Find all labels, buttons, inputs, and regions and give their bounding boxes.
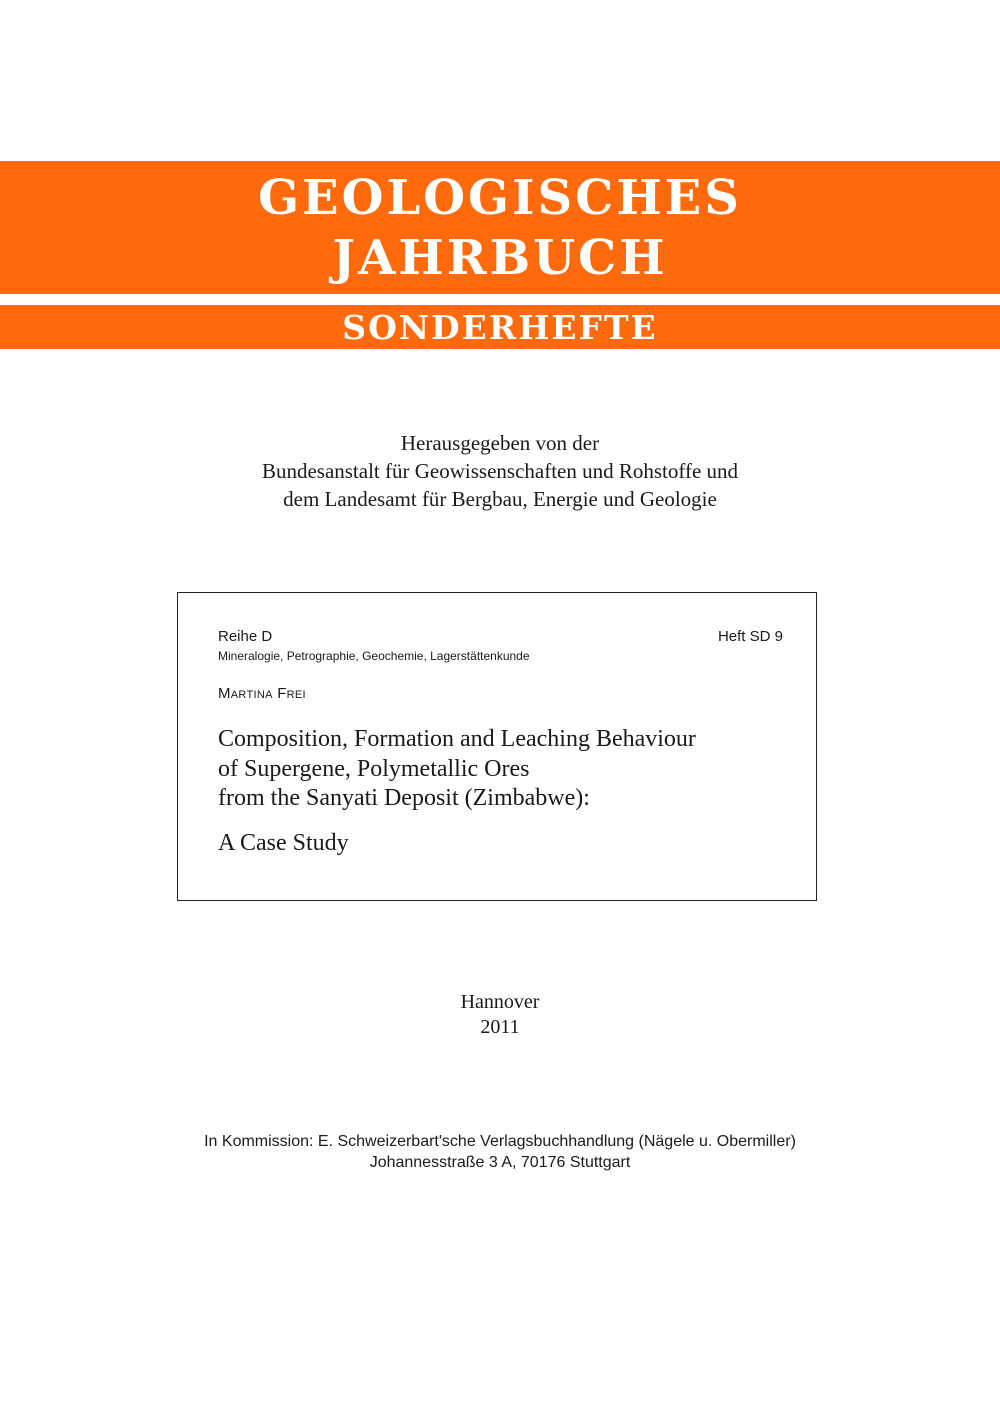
publisher-line2: Bundesanstalt für Geowissenschaften und Rohstoffe und <box>261 459 739 483</box>
subject-fields: Mineralogie, Petrographie, Geochemie, Lagerstättenkunde <box>218 649 530 663</box>
series-title-line1: GEOLOGISCHES <box>258 170 742 226</box>
book-info-box <box>177 592 817 901</box>
book-title-line4: A Case Study <box>218 830 349 856</box>
imprint-year: 2011 <box>480 1016 520 1038</box>
series-subtitle: SONDERHEFTE <box>342 308 658 347</box>
book-title-line2: of Supergene, Polymetallic Ores <box>218 756 530 782</box>
series-title-line2: JAHRBUCH <box>332 230 668 286</box>
commission-line1: In Kommission: E. Schweizerbart'sche Verlagsbuchhandlung (Nägele u. Obermiller) <box>204 1133 796 1150</box>
publisher-line3: dem Landesamt für Bergbau, Energie und Geologie <box>283 487 717 511</box>
imprint-city: Hannover <box>460 991 540 1013</box>
book-title-line3: from the Sanyati Deposit (Zimbabwe): <box>218 785 590 811</box>
commission-line2: Johannesstraße 3 A, 70176 Stuttgart <box>369 1154 631 1171</box>
publisher-line1: Herausgegeben von der <box>400 431 600 455</box>
author-name: Martina Frei <box>218 685 306 702</box>
series-label: Reihe D <box>218 628 273 645</box>
issue-label: Heft SD 9 <box>717 628 783 645</box>
book-title-line1: Composition, Formation and Leaching Behaviour <box>218 726 696 752</box>
